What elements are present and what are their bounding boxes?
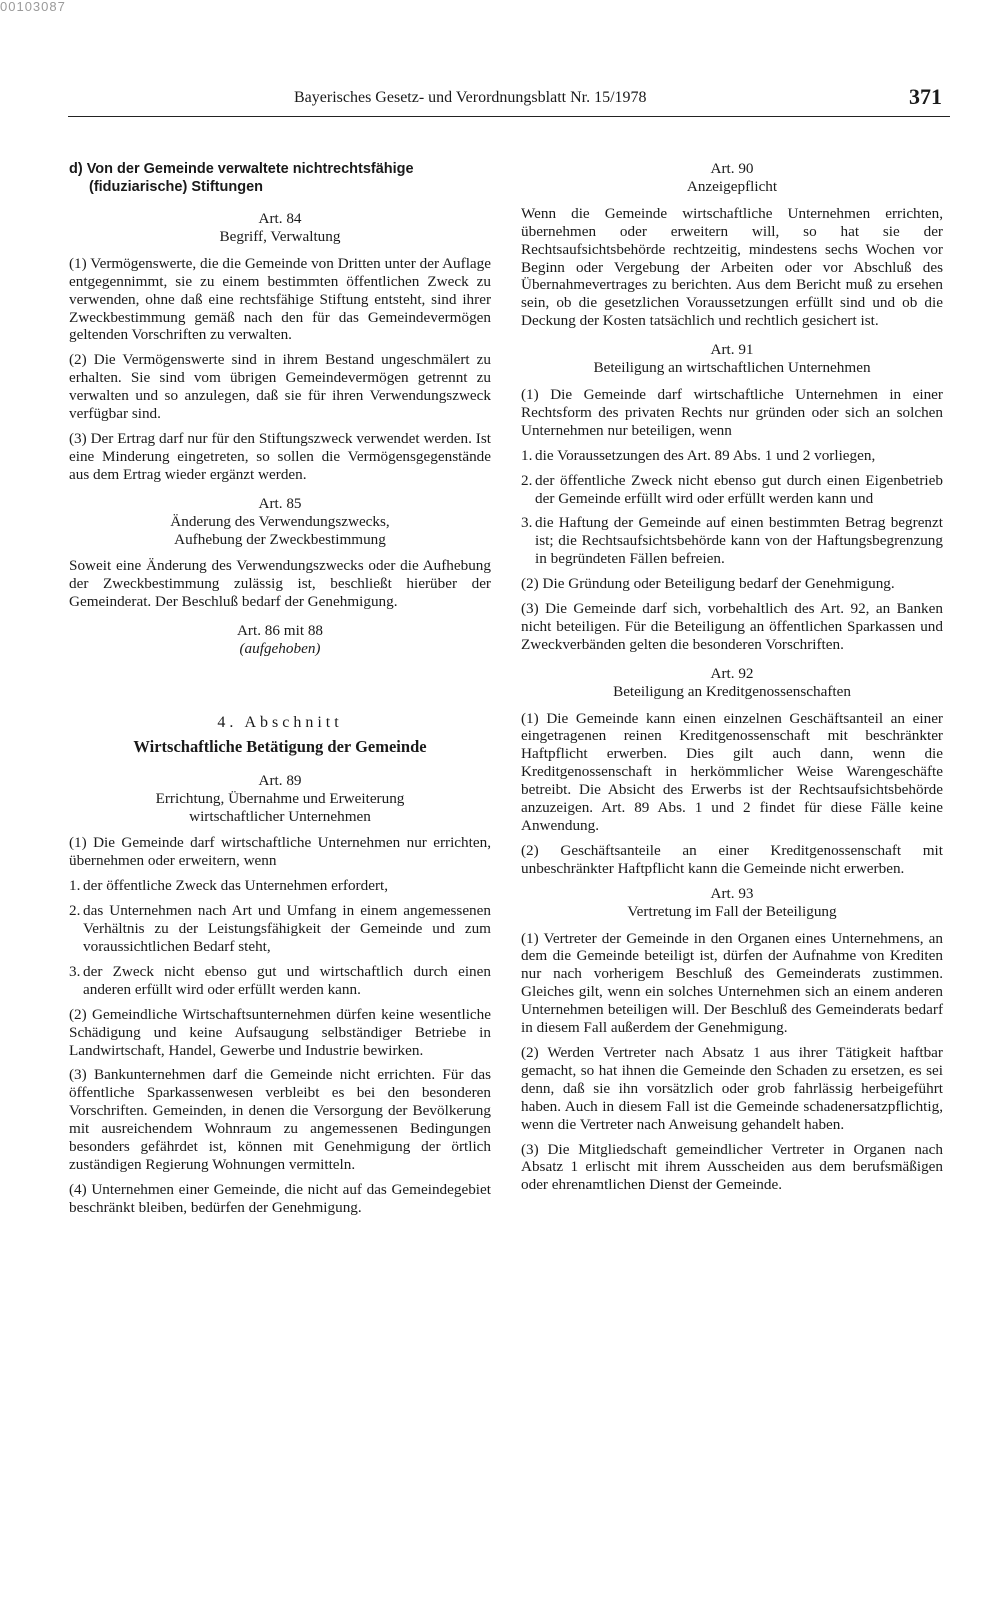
article-number: Art. 90 bbox=[710, 160, 754, 177]
paragraph: Wenn die Gemeinde wirtschaftliche Unternehmen errichten, übernehmen oder erweitern will, so hat sie der Rechtsaufsichtsbehörde rechtzeitig, mindestens sechs Wochen vor Beginn oder Vergebung der Arbeiten oder vor Abschluß des Übernahmevertrages zu berichten. Aus dem Bericht muß zu ersehen sein, ob die gesetzlichen Voraussetzungen erfüllt sind und ob die Deckung der Kosten tatsächlich und rechtlich gesichert ist. bbox=[521, 204, 943, 330]
list-item bbox=[521, 514, 943, 568]
list-item-number: 2. bbox=[69, 902, 81, 920]
article-85-heading bbox=[69, 495, 491, 549]
article-number: Art. 85 bbox=[258, 494, 302, 512]
paragraph: (2) Gemeindliche Wirtschaftsunternehmen dürfen keine wesentliche Schädigung und keine Aufsaugung selbständiger Betriebe in Landwirtschaft, Handel, Gewerbe und Industrie bewirken. bbox=[69, 1005, 491, 1059]
paragraph: Soweit eine Änderung des Verwendungszwecks oder die Aufhebung der Zweckbestimmung zulässig ist, beschließt hierüber der Gemeinderat. Der Beschluß bedarf der Genehmigung. bbox=[69, 557, 491, 611]
paragraph: (4) Unternehmen einer Gemeinde, die nicht auf das Gemeindegebiet beschränkt bleiben, bedürfen der Genehmigung. bbox=[69, 1180, 491, 1216]
article-90-heading bbox=[521, 160, 943, 196]
list-item bbox=[69, 963, 491, 999]
article-number: Art. 92 bbox=[710, 664, 754, 682]
article-title: Begriff, Verwaltung bbox=[219, 227, 341, 245]
list-item-number: 3. bbox=[69, 962, 81, 980]
paragraph: (3) Die Mitgliedschaft gemeindlicher Vertreter in Organen nach Absatz 1 erlischt mit ihrem Ausscheiden aus dem berufsmäßigen oder ehrenamtlichen Dienst der Gemeinde. bbox=[521, 1140, 943, 1194]
paragraph: (3) Der Ertrag darf nur für den Stiftungszweck verwendet werden. Ist eine Minderung eingetreten, so sollen die Vermögensgegenstände aus dem Ertrag wieder ergänzt werden. bbox=[69, 429, 491, 483]
list-item-text: das Unternehmen nach Art und Umfang in einem angemessenen Verhältnis zu der Leistungsfähigkeit der Gemeinde und zum voraussichtlichen Bedarf steht, bbox=[83, 902, 491, 955]
list-item bbox=[521, 472, 943, 508]
list-item-text: die Voraussetzungen des Art. 89 Abs. 1 und 2 vorliegen, bbox=[535, 446, 876, 464]
list-item-number: 3. bbox=[521, 514, 533, 532]
article-93-heading bbox=[521, 885, 943, 921]
article-title: Beteiligung an wirtschaftlichen Unternehmen bbox=[593, 359, 871, 377]
gazette-title: Bayerisches Gesetz- und Verordnungsblatt Nr. 15/1978 bbox=[294, 89, 647, 106]
article-86-heading bbox=[69, 622, 491, 658]
paragraph: (3) Bankunternehmen darf die Gemeinde nicht errichten. Für das öffentliche Sparkassenwesen verbleibt es bei den besonderen Vorschriften. Gemeinden, in denen die Versorgung der Bevölkerung mit ausreichendem Wohnraum zu angemessenen Bedingungen besonders gefährdet ist, können mit Genehmigung der örtlich zuständigen Regierung Wohnungen vermitteln. bbox=[69, 1066, 491, 1173]
chapter-title: Wirtschaftliche Betätigung der Gemeinde bbox=[133, 736, 427, 756]
article-number: Art. 91 bbox=[710, 341, 754, 359]
section-heading-d bbox=[69, 160, 491, 196]
repealed-note: (aufgehoben) bbox=[239, 640, 321, 658]
list-item-number: 2. bbox=[521, 471, 533, 489]
archive-stamp: 00103087 bbox=[0, 0, 66, 14]
article-title: Vertretung im Fall der Beteiligung bbox=[627, 902, 837, 920]
list-item bbox=[69, 877, 491, 895]
paragraph: (1) Vertreter der Gemeinde in den Organen eines Unternehmens, an dem die Gemeinde beteiligt ist, dürfen der Aufnahme von Krediten nur nach vorherigem Beschluß des Gemeinderats zustimmen. Gleiches gilt, wenn ein solches Unternehmen sich an einem anderen Unternehmen beteiligen will. Der Beschluß des Gemeinderats bedarf in diesem Fall außerdem der Genehmigung. bbox=[521, 929, 943, 1037]
paragraph: (1) Vermögenswerte, die die Gemeinde von Dritten unter der Auflage entgegennimmt, sie zu einem bestimmten öffentlichen Zweck zu verwenden, ohne daß eine rechtsfähige Stiftung entsteht, sind ihrer Zweckbestimmung gemäß nach den für das Gemeindevermögen geltenden Vorschriften zu verwalten. bbox=[69, 254, 491, 344]
paragraph: (2) Die Vermögenswerte sind in ihrem Bestand ungeschmälert zu erhalten. Sie sind vom übrigen Gemeindevermögen getrennt zu verwalten und so anzulegen, daß sie für ihren Verwendungszweck verfügbar sind. bbox=[69, 351, 491, 423]
list-item-text: die Haftung der Gemeinde auf einen bestimmten Betrag begrenzt ist; die Rechtsaufsichtsbehörde kann von der Haftungsbegrenzung in begründeten Fällen befreien. bbox=[535, 514, 943, 568]
article-title: Beteiligung an Kreditgenossenschaften bbox=[613, 682, 851, 700]
paragraph: (1) Die Gemeinde darf wirtschaftliche Unternehmen in einer Rechtsform des privaten Rechts nur gründen oder sich an solchen Unternehmen nur beteiligen, wenn bbox=[521, 385, 943, 439]
section-heading-line1: d) Von der Gemeinde verwaltete nichtrechtsfähige bbox=[69, 161, 414, 177]
list-item-number: 1. bbox=[69, 877, 81, 895]
list-item-text: der öffentliche Zweck das Unternehmen erfordert, bbox=[83, 877, 389, 895]
page-number: 371 bbox=[909, 84, 942, 109]
section-heading-line2: (fiduziarische) Stiftungen bbox=[89, 179, 263, 195]
article-title: Anzeigepflicht bbox=[686, 177, 778, 195]
article-number: Art. 89 bbox=[258, 771, 302, 789]
article-number: Art. 93 bbox=[710, 884, 754, 902]
paragraph: (1) Die Gemeinde kann einen einzelnen Geschäftsanteil an einer eingetragenen reinen Kreditgenossenschaft mit beschränkter Haftpflicht erwerben. Dies gilt auch dann, wenn die Kreditgenossenschaft in herkömmlicher Weise Warengeschäfte betreibt. Die Absicht des Erwerbs ist der Rechtsaufsichtsbehörde anzuzeigen. Art. 89 Abs. 1 und 2 findet für diese Fälle keine Anwendung. bbox=[521, 709, 943, 834]
article-title: Errichtung, Übernahme und Erweiterung wirtschaftlicher Unternehmen bbox=[155, 789, 405, 825]
list-item-text: der Zweck nicht ebenso gut und wirtschaftlich durch einen anderen erfüllt wird oder erfüllt werden kann. bbox=[83, 962, 491, 998]
article-title: Änderung des Verwendungszwecks, Aufhebung der Zweckbestimmung bbox=[170, 512, 390, 548]
article-number: Art. 86 mit 88 bbox=[236, 622, 324, 640]
list-item-text: der öffentliche Zweck nicht ebenso gut durch einen Eigenbetrieb der Gemeinde erfüllt wird oder erfüllt werden kann und bbox=[535, 471, 943, 507]
list-item bbox=[69, 902, 491, 956]
page-header bbox=[68, 84, 950, 117]
paragraph: (3) Die Gemeinde darf sich, vorbehaltlich des Art. 92, an Banken nicht beteiligen. Für die Beteiligung an öffentlichen Sparkassen und Zweckverbänden gelten die besonderen Vorschriften. bbox=[521, 600, 943, 653]
paragraph: (1) Die Gemeinde darf wirtschaftliche Unternehmen nur errichten, übernehmen oder erweitern, wenn bbox=[69, 834, 491, 870]
list-item-number: 1. bbox=[521, 446, 533, 464]
article-92-heading bbox=[521, 665, 943, 701]
article-number: Art. 84 bbox=[258, 210, 302, 227]
article-89-heading bbox=[69, 772, 491, 826]
left-column bbox=[69, 160, 491, 1224]
paragraph: (2) Die Gründung oder Beteiligung bedarf der Genehmigung. bbox=[521, 575, 895, 593]
list-item bbox=[521, 447, 943, 465]
article-91-heading bbox=[521, 341, 943, 377]
right-column bbox=[521, 160, 943, 1201]
paragraph: (2) Geschäftsanteile an einer Kreditgenossenschaft mit unbeschränkter Haftpflicht kann die Gemeinde nicht erwerben. bbox=[521, 841, 943, 877]
chapter-label: 4. Abschnitt bbox=[217, 713, 343, 731]
paragraph: (2) Werden Vertreter nach Absatz 1 aus ihrer Tätigkeit haftbar gemacht, so hat ihnen die Gemeinde den Schaden zu ersetzen, es sei denn, daß sie ihn vorsätzlich oder grob fahrlässig herbeigeführt haben. Auch in diesem Fall ist die Gemeinde schadenersatzpflichtig, wenn die Vertreter nach Anweisung gehandelt haben. bbox=[521, 1043, 943, 1133]
article-84-heading bbox=[69, 210, 491, 246]
